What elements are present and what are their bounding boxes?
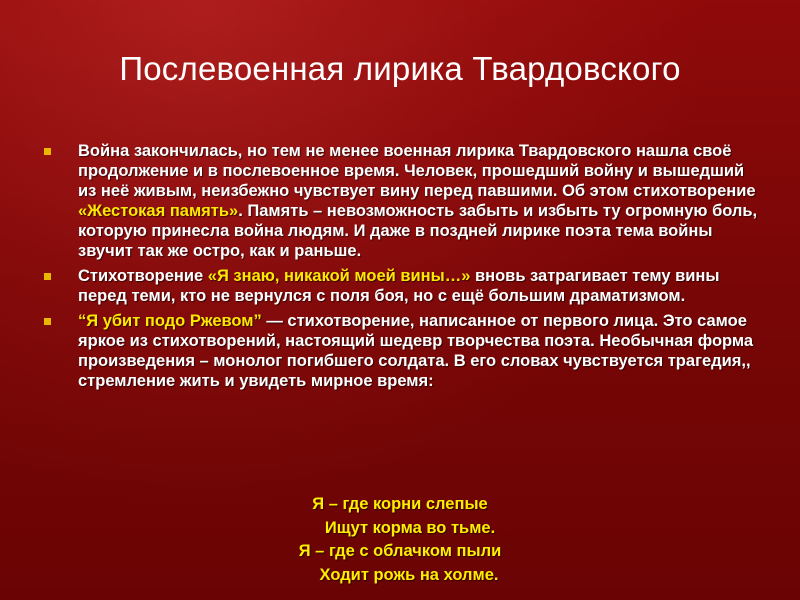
square-bullet-icon [44,273,51,280]
poem-line: Ходит рожь на холме. [319,565,499,584]
poem-quote [0,493,800,587]
bullet-text [78,266,764,306]
square-bullet-icon [44,318,51,325]
poem-line: Я – где корни слепые [312,495,488,513]
square-bullet-icon [44,148,51,155]
bullet-text [78,311,764,391]
poem-title-highlight: «Жестокая память» [78,202,239,220]
text-run: . Память – невозможность забыть и избыть ту огромную боль, которую принесла война людям. И даже в поздней лирике поэта тема войны звучит так же остро, как и раньше. [78,202,758,260]
text-run: вновь затрагивает тему вины перед теми, кто не вернулся с поля боя, но с ещё большим драматизмом. [78,267,720,305]
bullet-item-1 [44,141,764,261]
slide-title: Послевоенная лирика Твардовского [119,50,681,87]
poem-line: Я – где с облачком пыли [298,542,502,560]
text-run: — стихотворение, написанное от первого лица. Это самое яркое из стихотворений, настоящий шедевр творчества поэта. Необычная форма произведения – монолог погибшего солдата. В его словах чувствуется трагедия,, стремление жить и увидеть мирное время: [78,312,754,390]
poem-line: Ищут корма во тьме. [324,518,496,537]
bullet-text [78,141,764,261]
bullet-item-3 [44,311,764,391]
bullet-item-2 [44,266,764,306]
slide-content [44,141,764,396]
text-run: Война закончилась, но тем не менее военная лирика Твардовского нашла своё продолжение и в послевоенное время. Человек, прошедший войну и вышедший из неё живым, неизбежно чувствует вину перед павшими. Об этом стихотворение [78,142,756,200]
text-run: Стихотворение [78,267,208,285]
poem-title-highlight: “Я убит подо Ржевом” [78,312,262,330]
poem-title-highlight: «Я знаю, никакой моей вины…» [207,267,471,285]
